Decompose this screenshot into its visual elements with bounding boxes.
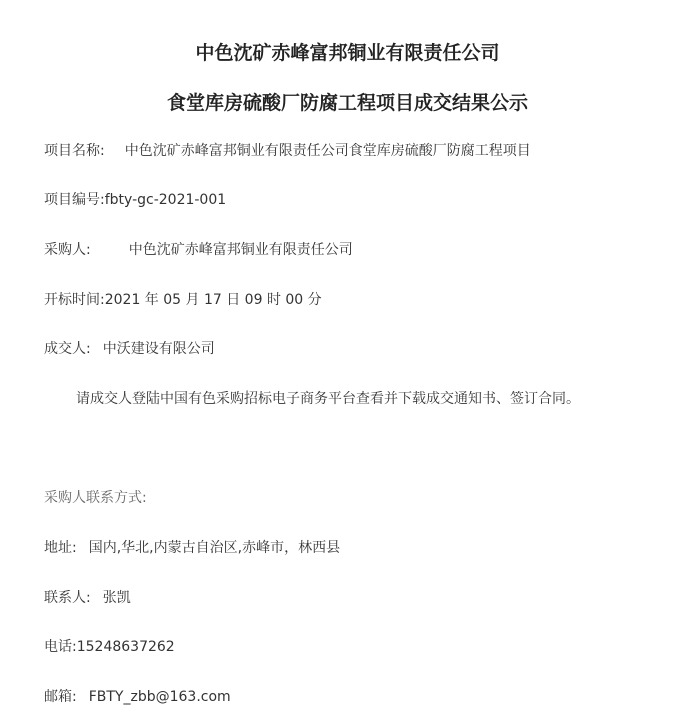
email-value: FBTY_zbb@163.com [88, 689, 231, 705]
email-row [44, 687, 231, 707]
phone-row [44, 637, 175, 657]
open-time-row [44, 290, 322, 310]
winner-value: 中沃建设有限公司 [102, 341, 215, 357]
phone-label: 电话: [44, 639, 77, 655]
contact-heading: 采购人联系方式: [44, 490, 147, 506]
address-row [44, 538, 340, 558]
contact-person-value: 张凯 [102, 590, 131, 606]
contact-person-label: 联系人: [44, 590, 91, 606]
open-time-label: 开标时间: [44, 292, 105, 308]
open-time-value: 2021 年 05 月 17 日 09 时 00 分 [104, 292, 322, 308]
project-code-row [44, 190, 226, 210]
notice-paragraph: 请成交人登陆中国有色采购招标电子商务平台查看并下载成交通知书、签订合同。 [76, 391, 580, 407]
buyer-row [44, 240, 353, 260]
email-label: 邮箱: [44, 689, 77, 705]
winner-row [44, 339, 215, 359]
buyer-value: 中色沈矿赤峰富邦铜业有限责任公司 [128, 242, 353, 258]
phone-value: 15248637262 [76, 639, 175, 655]
address-label: 地址: [44, 540, 77, 556]
project-name-label: 项目名称: [44, 143, 105, 159]
page-subtitle: 食堂库房硫酸厂防腐工程项目成交结果公示 [166, 92, 528, 114]
project-code-label: 项目编号: [44, 192, 105, 208]
contact-person-row [44, 588, 131, 608]
page-title: 中色沈矿赤峰富邦铜业有限责任公司 [195, 42, 500, 64]
buyer-label: 采购人: [44, 242, 91, 258]
project-name-row [44, 141, 531, 161]
winner-label: 成交人: [44, 341, 91, 357]
project-code-value: fbty-gc-2021-001 [104, 192, 227, 208]
address-value: 国内,华北,内蒙古自治区,赤峰市，林西县 [88, 540, 341, 556]
project-name-value: 中色沈矿赤峰富邦铜业有限责任公司食堂库房硫酸厂防腐工程项目 [124, 143, 531, 159]
